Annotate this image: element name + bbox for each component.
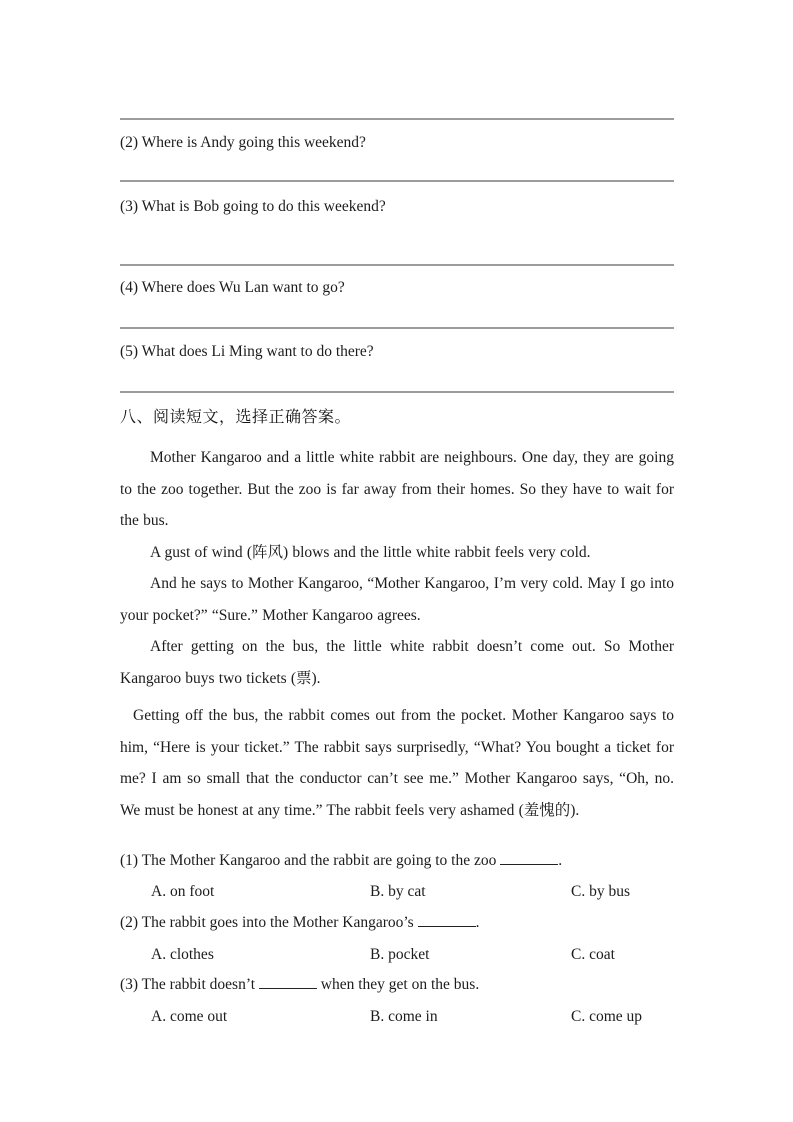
option-b: B. come in	[370, 1008, 438, 1025]
option-c: C. coat	[571, 946, 615, 963]
passage-paragraph-4: After getting on the bus, the little white rabbit doesn’t come out. So Mother Kangaroo buys two tickets (票).	[120, 638, 674, 687]
answer-blank	[418, 914, 476, 927]
passage-paragraph-2: A gust of wind (阵风) blows and the little white rabbit feels very cold.	[150, 544, 591, 561]
mcq-stem-text: (2) The rabbit goes into the Mother Kangaroo’s	[120, 914, 418, 931]
option-c: C. by bus	[571, 883, 630, 900]
mcq-stem-text: .	[558, 852, 563, 869]
mcq-stem-2	[120, 907, 674, 939]
mcq-options-1	[120, 876, 674, 908]
page-content	[120, 0, 674, 1122]
option-a: A. clothes	[151, 946, 214, 963]
mcq-stem-text: (1) The Mother Kangaroo and the rabbit are going to the zoo	[120, 852, 501, 869]
mcq-stem-text: when they get on the bus.	[316, 976, 480, 993]
short-answer-question-3: (3) What is Bob going to do this weekend?	[120, 198, 386, 215]
option-a: A. come out	[151, 1008, 228, 1025]
answer-line	[120, 180, 674, 182]
answer-blank	[500, 852, 558, 865]
answer-blank	[259, 976, 317, 989]
mcq-options-2	[120, 939, 674, 971]
short-answer-question-5: (5) What does Li Ming want to do there?	[120, 343, 374, 360]
passage-paragraph-1: Mother Kangaroo and a little white rabbit are neighbours. One day, they are going to the zoo together. But the zoo is far away from their homes. So they have to wait for the bus.	[120, 449, 674, 530]
mcq-stem-text: (3) The rabbit doesn’t	[120, 976, 259, 993]
mcq-stem-text: .	[475, 914, 480, 931]
passage-paragraph-5: Getting off the bus, the rabbit comes out from the pocket. Mother Kangaroo says to him, “Here is your ticket.” The rabbit says surprisedly, “What? You bought a ticket for me? I am so small that the conductor can’t see me.” Mother Kangaroo says, “Oh, no. We must be honest at any time.” The rabbit feels very ashamed (羞愧的).	[120, 707, 674, 820]
short-answer-question-4: (4) Where does Wu Lan want to go?	[120, 279, 345, 296]
answer-line	[120, 118, 674, 120]
mcq-options-3	[120, 1001, 674, 1033]
section-heading: 八、阅读短文，选择正确答案。	[120, 409, 352, 426]
short-answer-question-2: (2) Where is Andy going this weekend?	[120, 134, 366, 151]
option-a: A. on foot	[151, 883, 215, 900]
passage-paragraph-3: And he says to Mother Kangaroo, “Mother Kangaroo, I’m very cold. May I go into your pocket?” “Sure.” Mother Kangaroo agrees.	[120, 575, 674, 624]
answer-line	[120, 327, 674, 329]
option-b: B. by cat	[370, 883, 426, 900]
answer-line	[120, 264, 674, 266]
answer-line	[120, 391, 674, 393]
mcq-stem-1	[120, 845, 674, 877]
mcq-stem-3	[120, 969, 674, 1001]
option-b: B. pocket	[370, 946, 430, 963]
option-c: C. come up	[571, 1008, 643, 1025]
